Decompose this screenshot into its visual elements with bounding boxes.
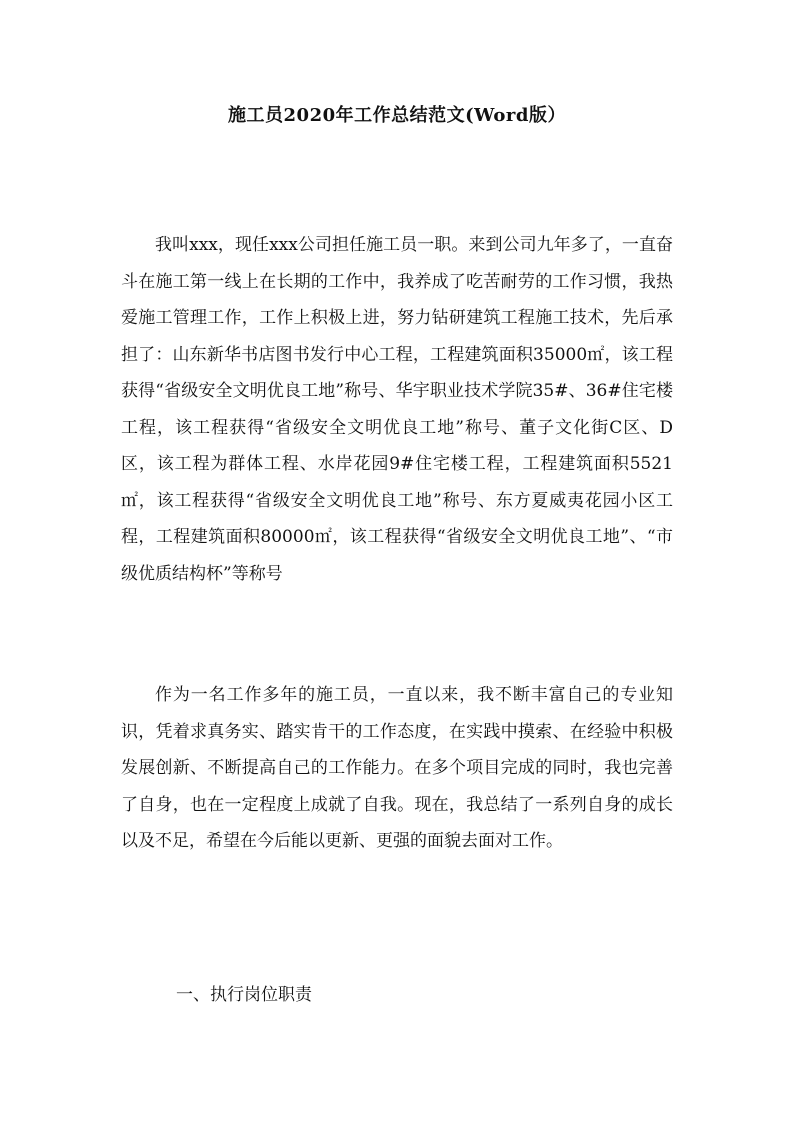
body-paragraph-experience: 作为一名工作多年的施工员，一直以来，我不断丰富自己的专业知识，凭着求真务实、踏实肯干的工作态度，在实践中摸索、在经验中积极发展创新、不断提高自己的工作能力。在多个项目完成的同时，我也完善了自身，也在一定程度上成就了自我。现在，我总结了一系列自身的成长以及不足，希望在今后能以更新、更强的面貌去面对工作。 [121, 685, 673, 851]
document-title: 施工员2020年工作总结范文(Word版） [228, 105, 566, 126]
body-paragraph-intro: 我叫xxx，现任xxx公司担任施工员一职。来到公司九年多了，一直奋斗在施工第一线上在长期的工作中，我养成了吃苦耐劳的工作习惯，我热爱施工管理工作，工作上积极上进，努力钻研建筑工程施工技术，先后承担了：山东新华书店图书发行中心工程，工程建筑面积35000㎡，该工程获得“省级安全文明优良工地”称号、华宇职业技术学院35#、36#住宅楼工程，该工程获得“省级安全文明优良工地”称号、董子文化街C区、D区，该工程为群体工程、水岸花园9#住宅楼工程，工程建筑面积5521㎡，该工程获得“省级安全文明优良工地”称号、东方夏威夷花园小区工程，工程建筑面积80000㎡，该工程获得“省级安全文明优良工地”、“市级优质结构杯”等称号 [121, 235, 673, 584]
section-heading: 一、执行岗位职责 [176, 985, 312, 1005]
